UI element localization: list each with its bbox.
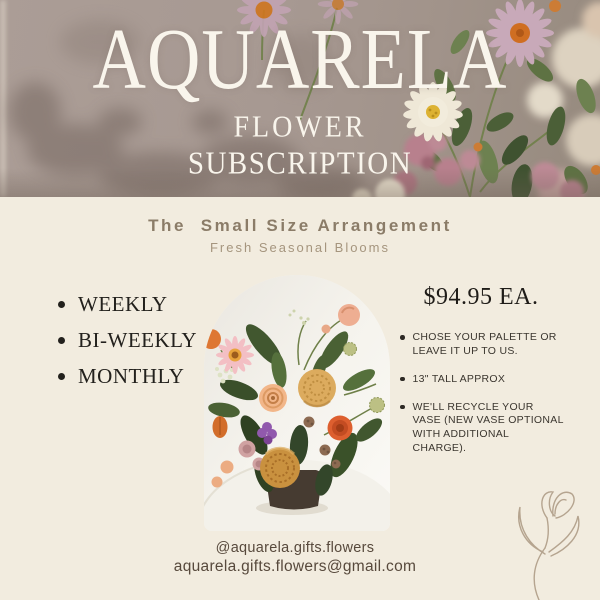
banner-photo <box>0 0 600 197</box>
price-column <box>398 284 564 470</box>
banner-subtitle-subscription: SUBSCRIPTION <box>187 146 413 182</box>
bullet-dot <box>58 301 65 308</box>
email-address: aquarela.gifts.flowers@gmail.com <box>173 558 417 575</box>
frequency-label: WEEKLY <box>78 292 168 316</box>
pricing-detail-text: WE'LL RECYCLE YOUR VASE (NEW VASE OPTIONAL WITH ADDITIONAL CHARGE). <box>412 400 564 455</box>
bullet-dot <box>58 373 65 380</box>
section-subtitle: Fresh Seasonal Blooms <box>209 240 390 255</box>
frequency-item-biweekly <box>58 328 197 353</box>
lineart-flower-icon <box>503 488 595 600</box>
banner-subtitle-flower: FLOWER <box>233 110 367 145</box>
banner-text-block <box>0 0 600 197</box>
bullet-dot <box>400 377 405 382</box>
pricing-detail-text: 13" TALL APPROX <box>412 372 506 385</box>
pricing-detail-text: CHOSE YOUR PALETTE OR LEAVE IT UP TO US. <box>412 331 557 357</box>
frequency-item-monthly <box>58 364 197 389</box>
frequency-label: MONTHLY <box>78 364 185 388</box>
instagram-handle: @aquarela.gifts.flowers <box>215 540 375 556</box>
contact-block <box>0 540 590 576</box>
bullet-dot <box>400 335 405 340</box>
frequency-item-weekly <box>58 292 197 317</box>
frequency-list <box>58 292 197 400</box>
frequency-label: BI-WEEKLY <box>78 328 198 352</box>
bullet-dot <box>58 337 65 344</box>
pricing-detail-item <box>398 331 564 359</box>
brand-title: AQUARELA <box>92 11 508 109</box>
bullet-dot <box>400 405 405 410</box>
pricing-detail-item <box>398 401 564 456</box>
arrangement-photo <box>204 275 390 531</box>
pricing-details-list <box>398 331 564 456</box>
price: $94.95 EA. <box>423 284 539 310</box>
arrangement-illustration <box>204 275 390 531</box>
section-title: The Small Size Arrangement <box>148 216 452 235</box>
pricing-detail-item <box>398 373 564 387</box>
